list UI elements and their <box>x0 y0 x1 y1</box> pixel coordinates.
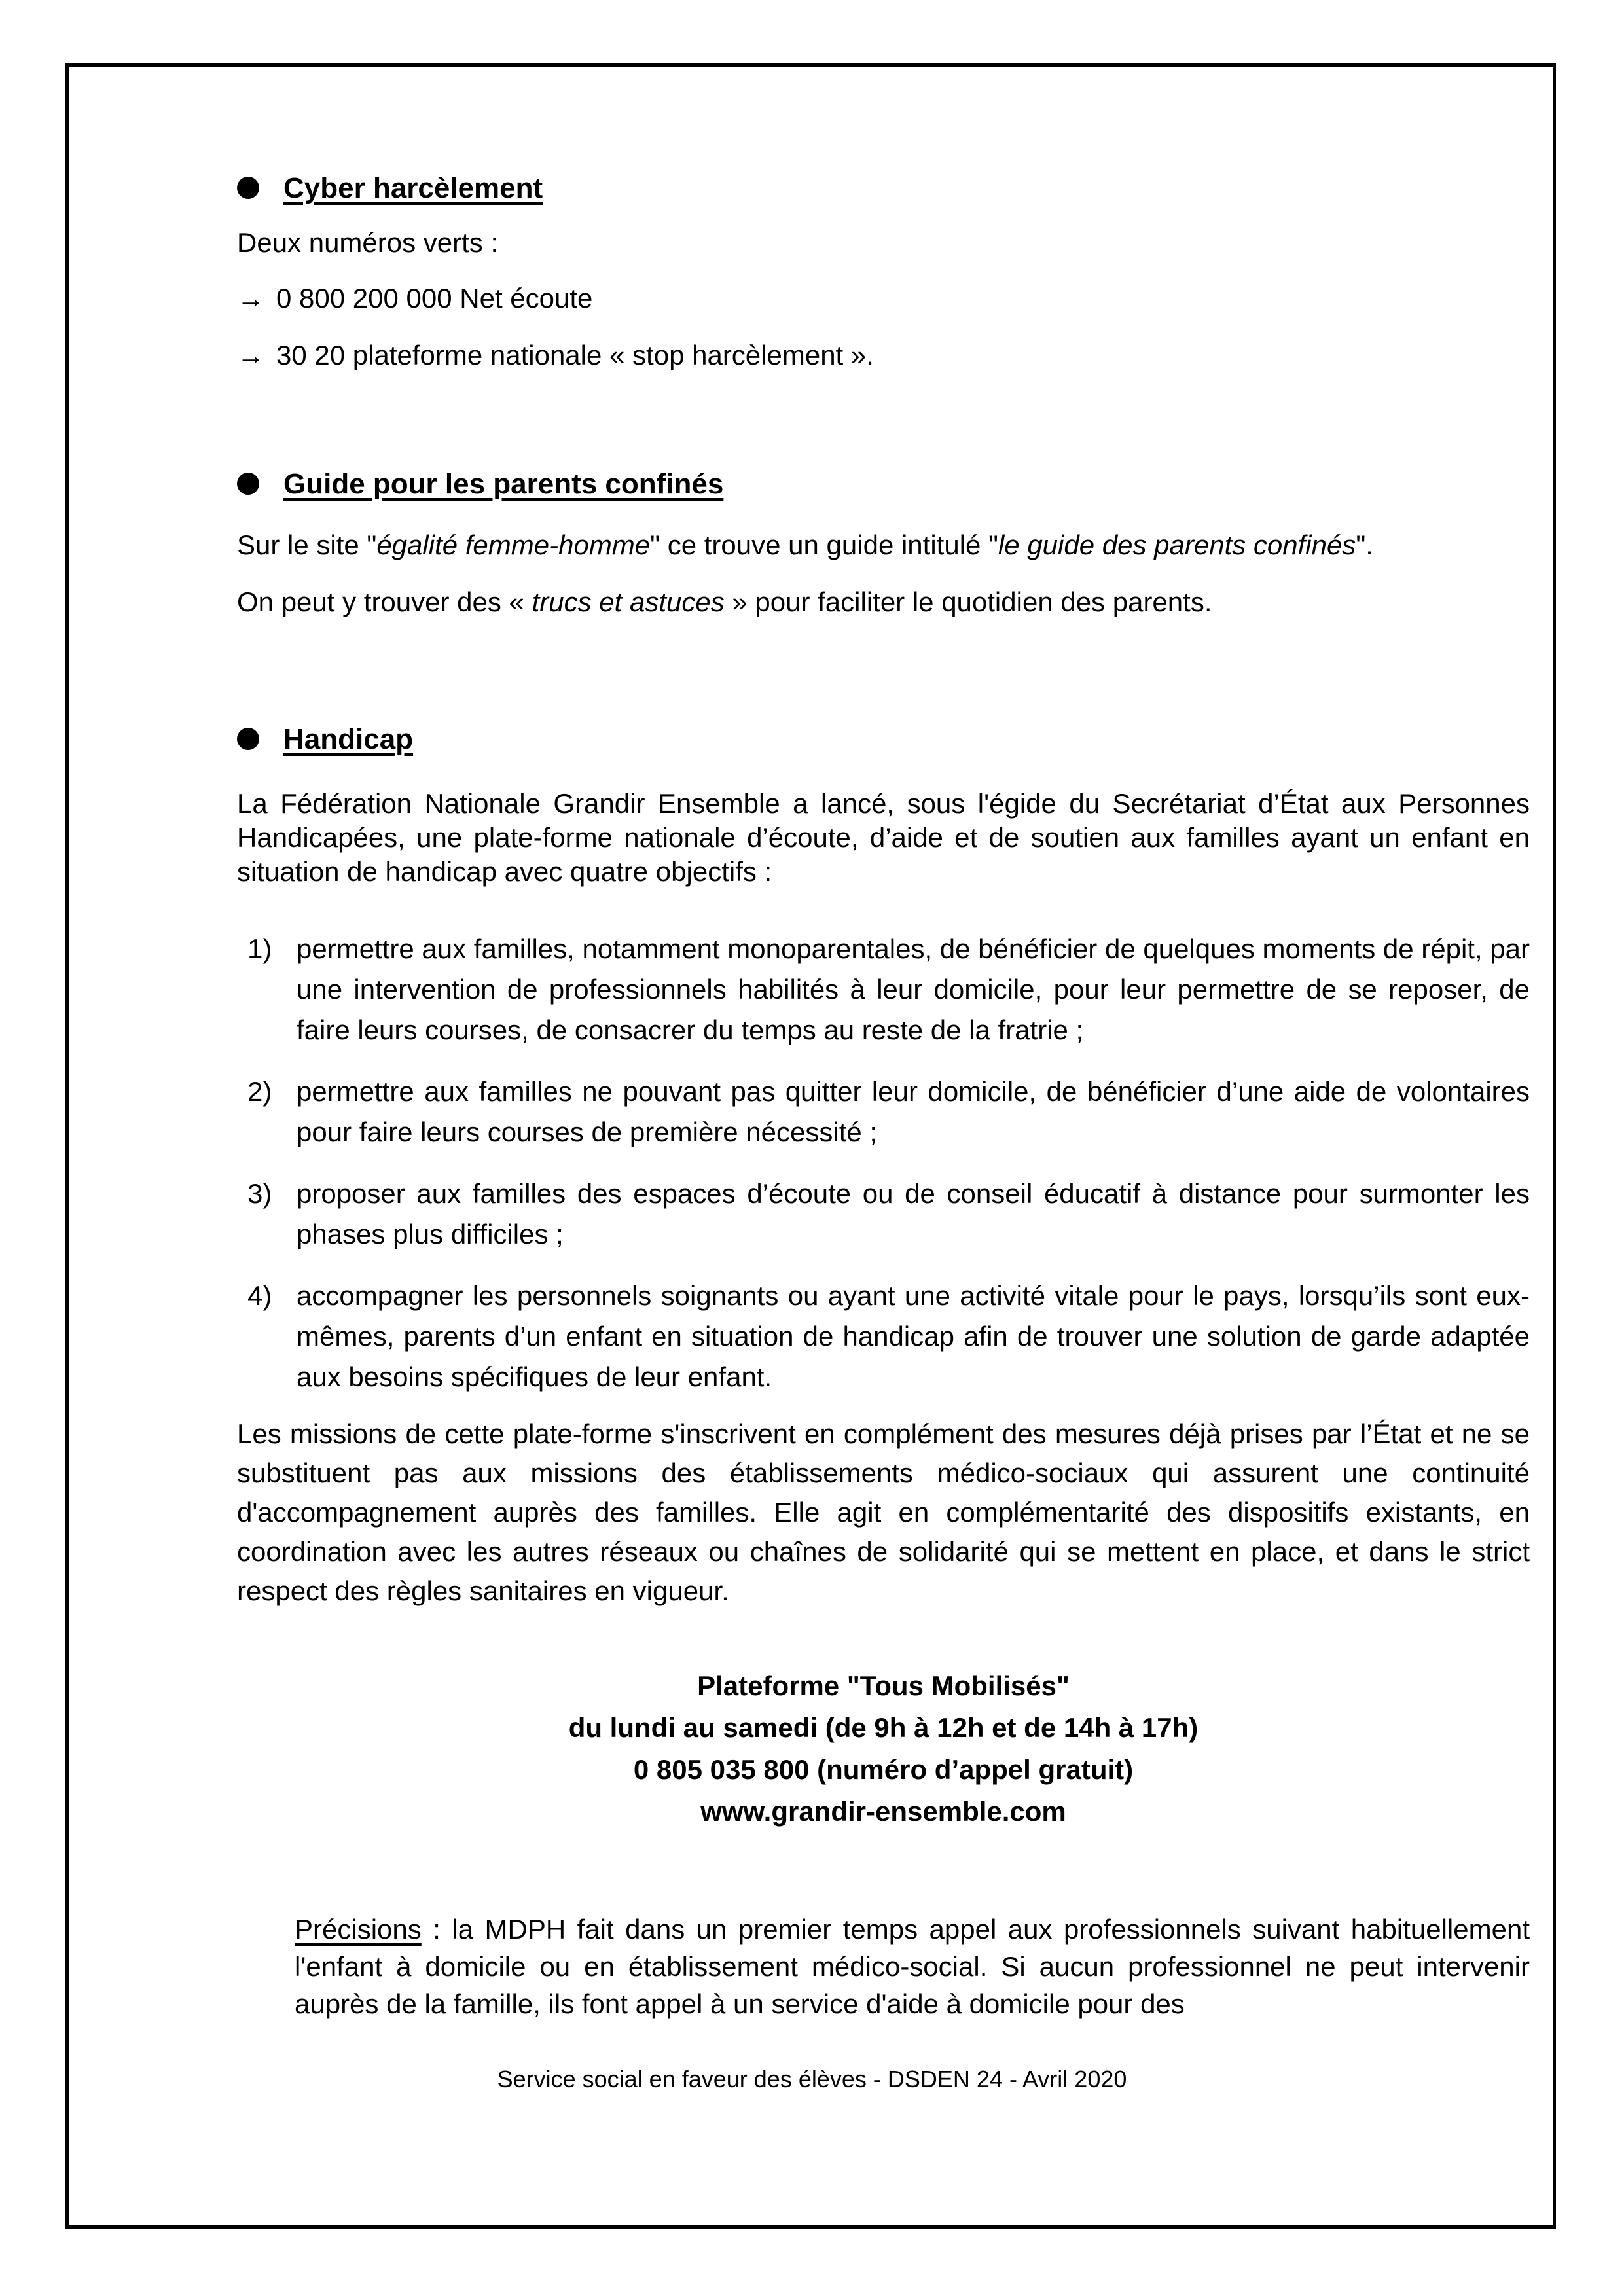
section-heading-handicap <box>237 723 1530 757</box>
platform-phone: 0 805 035 800 (numéro d’appel gratuit) <box>633 1754 1134 1785</box>
platform-block <box>237 1665 1530 1833</box>
paragraph-trucs-astuces <box>237 585 1530 619</box>
platform-title: Plateforme "Tous Mobilisés" <box>697 1670 1070 1701</box>
numero-3020-text: 30 20 plateforme nationale « stop harcèlement ». <box>276 340 874 370</box>
paragraph-site-egalite <box>237 528 1530 562</box>
section-heading-guide <box>237 467 1530 501</box>
list-item-number: 4) <box>247 1280 272 1311</box>
objectives-list <box>237 929 1530 1418</box>
bullet-icon <box>237 473 259 495</box>
section-heading-handicap-label: Handicap <box>283 723 414 755</box>
section-heading-cyber <box>237 171 1530 206</box>
list-item-text: accompagner les personnels soignants ou ayant une activité vitale pour le pays, lorsqu’ils sont eux-mêmes, parents d’un enfant en situation de handicap afin de trouver une solution de garde adaptée aux besoins spécifiques de leur enfant. <box>297 1280 1530 1392</box>
numero-net-ecoute-text: 0 800 200 000 Net écoute <box>276 283 593 314</box>
platform-hours: du lundi au samedi (de 9h à 12h et de 14h à 17h) <box>568 1712 1199 1743</box>
list-item-text: permettre aux familles, notamment monoparentales, de bénéficier de quelques moments de répit, par une intervention de professionnels habilités à leur domicile, pour leur permettre de se reposer, de faire leurs courses, de consacrer du temps au reste de la fratrie ; <box>297 933 1530 1045</box>
text-segment: Sur le site " <box>237 529 377 560</box>
paragraph-numero-net-ecoute <box>237 281 1530 315</box>
italic-segment: le guide des parents confinés <box>998 529 1356 560</box>
list-item <box>237 1174 1530 1255</box>
bullet-icon <box>237 177 259 199</box>
italic-segment: trucs et astuces <box>532 586 725 617</box>
precisions-label: Précisions <box>295 1914 422 1945</box>
precisions-text: la MDPH fait dans un premier temps appel aux professionnels suivant habituellement l'enfant à domicile ou en établissement médico-social. Si aucun professionnel ne peut intervenir auprès de la famille, ils font appel à un service d'aide à domicile pour des <box>295 1914 1530 2019</box>
text-segment: » pour faciliter le quotidien des parents. <box>724 586 1212 617</box>
paragraph-federation-intro: La Fédération Nationale Grandir Ensemble a lancé, sous l'égide du Secrétariat d’État aux Personnes Handicapées, une plate-forme nationale d’écoute, d’aide et de soutien aux familles ayant un enfant en situation de handicap avec quatre objectifs : <box>237 788 1530 887</box>
platform-website: www.grandir-ensemble.com <box>700 1796 1066 1827</box>
bullet-icon <box>237 728 259 750</box>
list-item-number: 1) <box>247 933 272 964</box>
list-item-number: 2) <box>247 1076 272 1107</box>
text-segment: On peut y trouver des « <box>237 586 532 617</box>
list-item-text: permettre aux familles ne pouvant pas quitter leur domicile, de bénéficier d’une aide de volontaires pour faire leurs courses de première nécessité ; <box>297 1076 1530 1147</box>
list-item <box>237 929 1530 1050</box>
page-footer: Service social en faveur des élèves - DSDEN 24 - Avril 2020 <box>497 2066 1127 2092</box>
list-item <box>237 1276 1530 1397</box>
list-item <box>237 1071 1530 1153</box>
text-segment: " ce trouve un guide intitulé " <box>650 529 998 560</box>
paragraph-missions: Les missions de cette plate-forme s'inscrivent en complément des mesures déjà prises par l’État et ne se substituent pas aux missions des établissements médico-sociaux qui assurent une continuité d'accompagnement auprès des familles. Elle agit en complémentarité des dispositifs existants, en coordination avec les autres réseaux ou chaînes de solidarité qui se mettent en place, et dans le strict respect des règles sanitaires en vigueur. <box>237 1418 1530 1606</box>
arrow-icon: → <box>237 283 264 314</box>
section-heading-cyber-label: Cyber harcèlement <box>283 172 543 204</box>
text-segment: ". <box>1356 529 1373 560</box>
paragraph-precisions <box>295 1910 1530 2022</box>
italic-segment: égalité femme-homme <box>376 529 651 560</box>
arrow-icon: → <box>237 340 264 370</box>
section-heading-guide-label: Guide pour les parents confinés <box>283 468 724 500</box>
list-item-text: proposer aux familles des espaces d’écoute ou de conseil éducatif à distance pour surmonter les phases plus difficiles ; <box>297 1178 1530 1249</box>
list-item-number: 3) <box>247 1178 272 1209</box>
text-segment: : <box>421 1914 452 1945</box>
paragraph-deux-numeros: Deux numéros verts : <box>237 227 499 258</box>
paragraph-numero-3020 <box>237 338 1530 372</box>
